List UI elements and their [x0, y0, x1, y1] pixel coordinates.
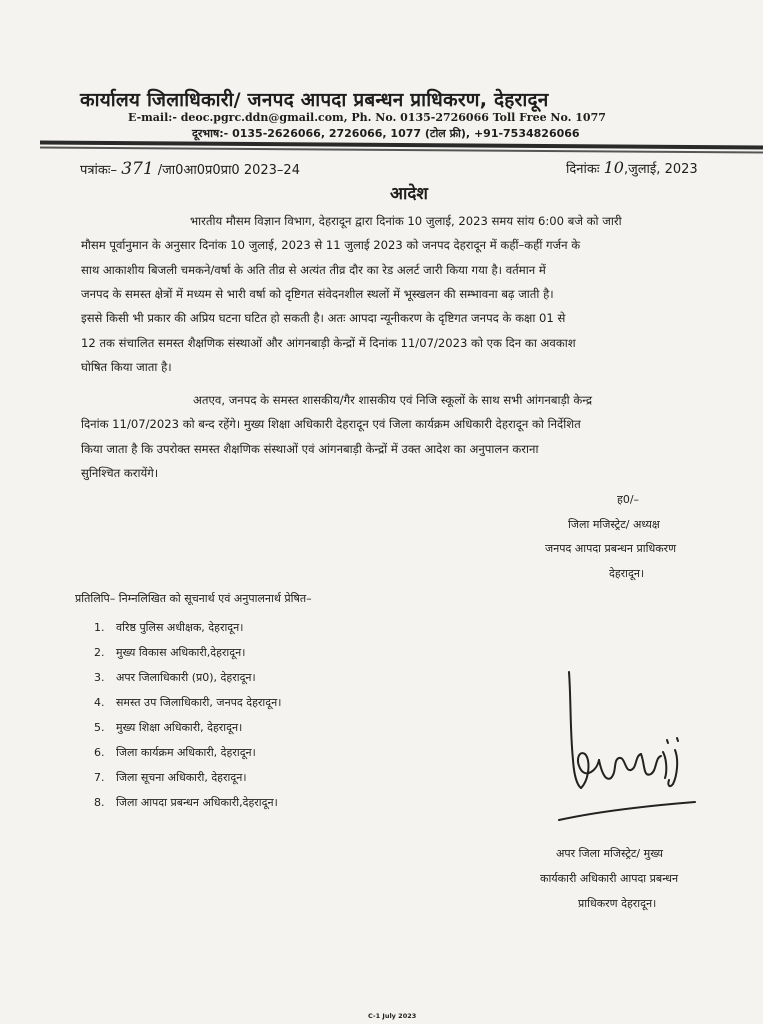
paragraph2-line: दिनांक 11/07/2023 को बन्द रहेंगे। मुख्य शिक्षा अधिकारी देहरादून एवं जिला कार्यक्रम अधिकारी देहरादून को निर्देशित — [81, 417, 581, 431]
date-handwritten-day: 10 — [603, 158, 624, 177]
paragraph1-line: मौसम पूर्वानुमान के अनुसार दिनांक 10 जुलाई, 2023 से 11 जुलाई 2023 को जनपद देहरादून में कहीं–कहीं गर्जन के — [81, 238, 581, 252]
handwritten-signature — [555, 660, 705, 835]
order-heading: आदेश — [390, 184, 428, 204]
copy-list-item: 1. वरिष्ठ पुलिस अधीक्षक, देहरादून। — [94, 621, 244, 634]
date-rest: ,जुलाई, 2023 — [623, 162, 698, 177]
copy-list-item: 5. मुख्य शिक्षा अधिकारी, देहरादून। — [94, 721, 243, 734]
signatory2-authority: कार्यकारी अधिकारी आपदा प्रबन्धन — [540, 872, 679, 885]
signatory1-authority: जनपद आपदा प्रबन्धन प्राधिकरण — [545, 542, 677, 555]
signatory1-title: जिला मजिस्ट्रेट/ अध्यक्ष — [568, 518, 660, 531]
paragraph2-line: किया जाता है कि उपरोक्त समस्त शैक्षणिक संस्थाओं एवं आंगनबाड़ी केन्द्रों में उक्त आदेश का अनुपालन कराना — [81, 442, 539, 456]
signatory2-title: अपर जिला मजिस्ट्रेट/ मुख्य — [556, 847, 664, 860]
paragraph1-line: 12 तक संचालित समस्त शैक्षणिक संस्थाओं और आंगनबाड़ी केन्द्रों में दिनांक 11/07/2023 को एक दिन का अवकाश — [81, 336, 576, 350]
reference-number — [80, 159, 300, 179]
paragraph1-line: भारतीय मौसम विज्ञान विभाग, देहरादून द्वारा दिनांक 10 जुलाई, 2023 समय सांय 6:00 बजे को जारी — [190, 214, 622, 228]
paragraph1-line: जनपद के समस्त क्षेत्रों में मध्यम से भारी वर्षा को दृष्टिगत संवेदनशील स्थलों में भूस्खलन की सम्भावना बढ़ जाती है। — [81, 287, 554, 301]
contact-phone-line: दूरभाष:- 0135-2626066, 2726066, 1077 (टोल फ्री), +91-7534826066 — [192, 127, 580, 140]
signatory2-place: प्राधिकरण देहरादून। — [578, 897, 657, 910]
order-date — [566, 158, 698, 177]
copy-to-label: प्रतिलिपि– निम्नलिखित को सूचनार्थ एवं अनुपालनार्थ प्रेषित– — [75, 592, 312, 605]
reference-label: पत्रांकः– — [80, 163, 118, 178]
paragraph1-line: साथ आकाशीय बिजली चमकने/वर्षा के अति तीव्र से अत्यंत तीव्र दौर का रेड अलर्ट जारी किया गया है। वर्तमान में — [81, 263, 546, 277]
paragraph1-line: इससे किसी भी प्रकार की अप्रिय घटना घटित हो सकती है। अतः आपदा न्यूनीकरण के दृष्टिगत जनपद के कक्षा 01 से — [81, 311, 566, 325]
copy-list-item: 2. मुख्य विकास अधिकारी,देहरादून। — [94, 646, 246, 659]
signatory1-signed: ह0/– — [617, 493, 640, 506]
reference-handwritten-number: 371 — [121, 159, 154, 179]
paragraph1-line: घोषित किया जाता है। — [81, 360, 172, 374]
copy-list-item: 4. समस्त उप जिलाधिकारी, जनपद देहरादून। — [94, 696, 282, 709]
paragraph2-line: सुनिश्चित करायेंगे। — [81, 466, 159, 480]
office-title: कार्यालय जिलाधिकारी/ जनपद आपदा प्रबन्धन प्राधिकरण, देहरादून — [80, 89, 549, 111]
contact-email-line: E-mail:- deoc.pgrc.ddn@gmail.com, Ph. No. 0135-2726066 Toll Free No. 1077 — [128, 111, 606, 124]
copy-list-item: 6. जिला कार्यक्रम अधिकारी, देहरादून। — [94, 746, 256, 759]
copy-list-item: 7. जिला सूचना अधिकारी, देहरादून। — [94, 771, 247, 784]
reference-suffix: /जा0आ0प्र0प्रा0 2023–24 — [157, 163, 300, 178]
copy-list-item: 3. अपर जिलाधिकारी (प्र0), देहरादून। — [94, 671, 256, 684]
footer-stamp: C-1 July 2023 — [368, 1012, 417, 1020]
copy-list-item: 8. जिला आपदा प्रबन्धन अधिकारी,देहरादून। — [94, 796, 278, 809]
signatory1-place: देहरादून। — [609, 567, 645, 580]
paragraph2-line: अतएव, जनपद के समस्त शासकीय/गैर शासकीय एवं निजि स्कूलों के साथ सभी आंगनबाड़ी केन्द्र — [193, 393, 592, 407]
date-label: दिनांकः — [566, 162, 600, 177]
